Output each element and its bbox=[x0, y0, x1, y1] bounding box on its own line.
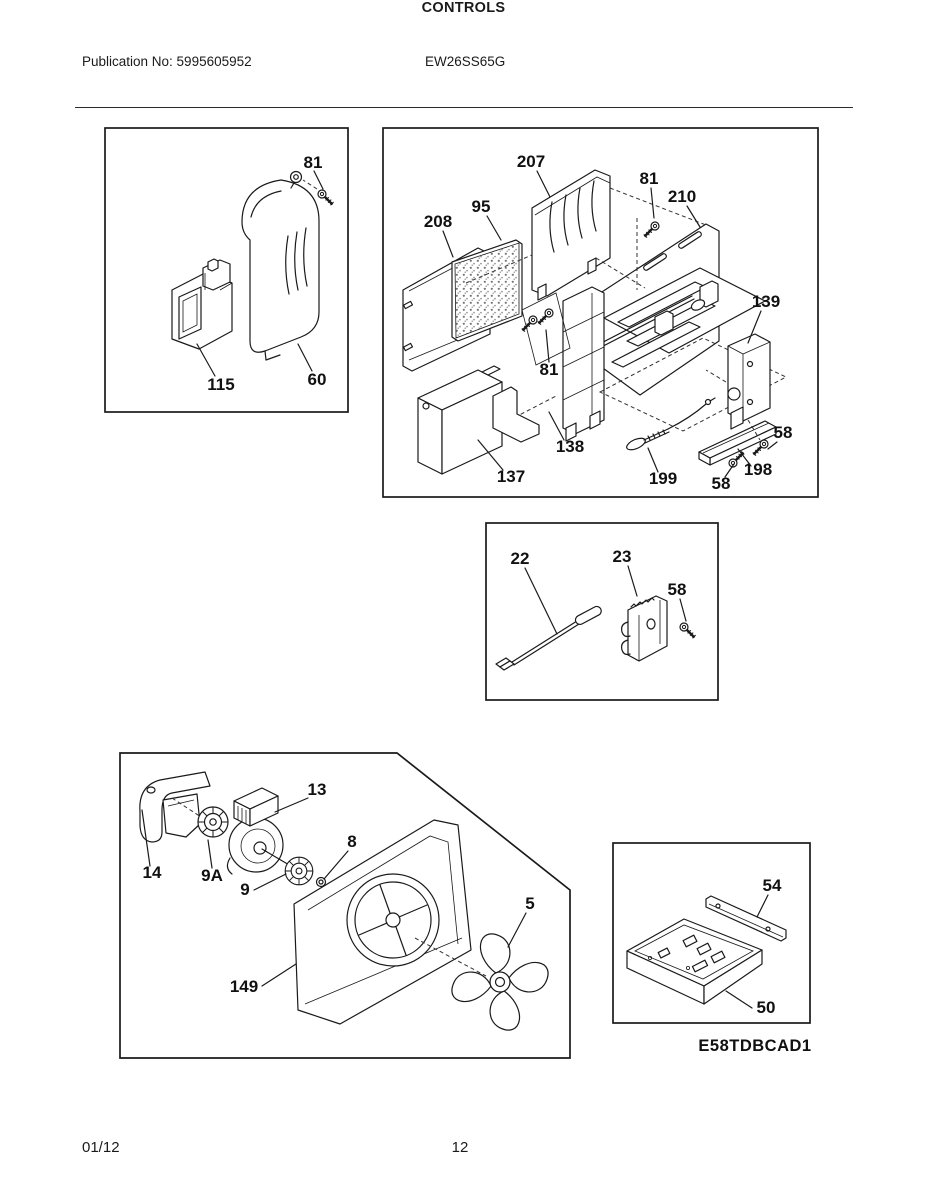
part-9-fan-wheel-drawing bbox=[285, 857, 313, 885]
callout-58a: 58 bbox=[773, 423, 793, 442]
part-81-screw-drawing bbox=[644, 222, 659, 238]
callout-198: 198 bbox=[743, 460, 773, 479]
panel-evaporator-fan bbox=[120, 753, 570, 1058]
callout-14: 14 bbox=[142, 863, 162, 882]
part-81-screw-drawing bbox=[318, 190, 334, 205]
part-13-motor-drawing bbox=[227, 788, 296, 874]
callout-8: 8 bbox=[347, 832, 357, 851]
callout-9: 9 bbox=[240, 880, 250, 899]
panel-control-assembly bbox=[383, 128, 818, 497]
callout-22: 22 bbox=[510, 549, 530, 568]
callout-54: 54 bbox=[762, 876, 782, 895]
model-number: EW26SS65G bbox=[425, 54, 506, 69]
callout-9A: 9A bbox=[201, 866, 223, 885]
footer-date-code: 01/12 bbox=[82, 1139, 120, 1156]
part-14-bracket-drawing bbox=[140, 772, 210, 842]
part-149-shroud-drawing bbox=[294, 820, 471, 1024]
publication-number: Publication No: 5995605952 bbox=[82, 54, 252, 69]
callout-149: 149 bbox=[229, 977, 259, 996]
callout-81: 81 bbox=[303, 153, 323, 172]
diagram-code: E58TDBCAD1 bbox=[698, 1037, 812, 1055]
callout-23: 23 bbox=[612, 547, 632, 566]
callout-58: 58 bbox=[667, 580, 687, 599]
callout-137: 137 bbox=[496, 467, 526, 486]
part-95-filter-drawing bbox=[452, 240, 522, 341]
part-60-cover-drawing bbox=[242, 172, 319, 361]
part-81-screw-drawing bbox=[538, 309, 553, 325]
part-207-vent-cover-drawing bbox=[532, 170, 610, 300]
callout-95: 95 bbox=[471, 197, 491, 216]
part-139-control-drawing bbox=[728, 334, 770, 429]
callout-207: 207 bbox=[516, 152, 546, 171]
footer-page-number: 12 bbox=[451, 1139, 469, 1156]
panel-tray-assembly bbox=[613, 843, 810, 1023]
part-115-control-drawing bbox=[172, 259, 232, 349]
panel-thermostat-cover bbox=[105, 128, 348, 412]
callout-208: 208 bbox=[423, 212, 453, 231]
callout-58b: 58 bbox=[711, 474, 731, 493]
assembly-dash-line bbox=[303, 180, 317, 189]
callout-138: 138 bbox=[555, 437, 585, 456]
callout-60: 60 bbox=[307, 370, 327, 389]
callout-81: 81 bbox=[639, 169, 659, 188]
callout-199: 199 bbox=[648, 469, 678, 488]
part-23-housing-drawing bbox=[622, 596, 667, 661]
part-22-probe-drawing bbox=[496, 605, 603, 670]
callout-81b: 81 bbox=[539, 360, 559, 379]
part-50-tray-drawing bbox=[627, 919, 762, 1004]
callout-5: 5 bbox=[525, 894, 535, 913]
part-9A-fan-wheel-drawing bbox=[198, 807, 228, 837]
section-title: CONTROLS bbox=[421, 0, 506, 16]
panel-sensor-harness bbox=[486, 523, 718, 700]
callout-139: 139 bbox=[751, 292, 781, 311]
callout-50: 50 bbox=[756, 998, 776, 1017]
part-58-screw-drawing bbox=[680, 623, 696, 638]
callout-115: 115 bbox=[207, 375, 235, 394]
callout-210: 210 bbox=[667, 187, 697, 206]
part-137-control-box-drawing bbox=[418, 366, 502, 474]
callout-13: 13 bbox=[307, 780, 327, 799]
